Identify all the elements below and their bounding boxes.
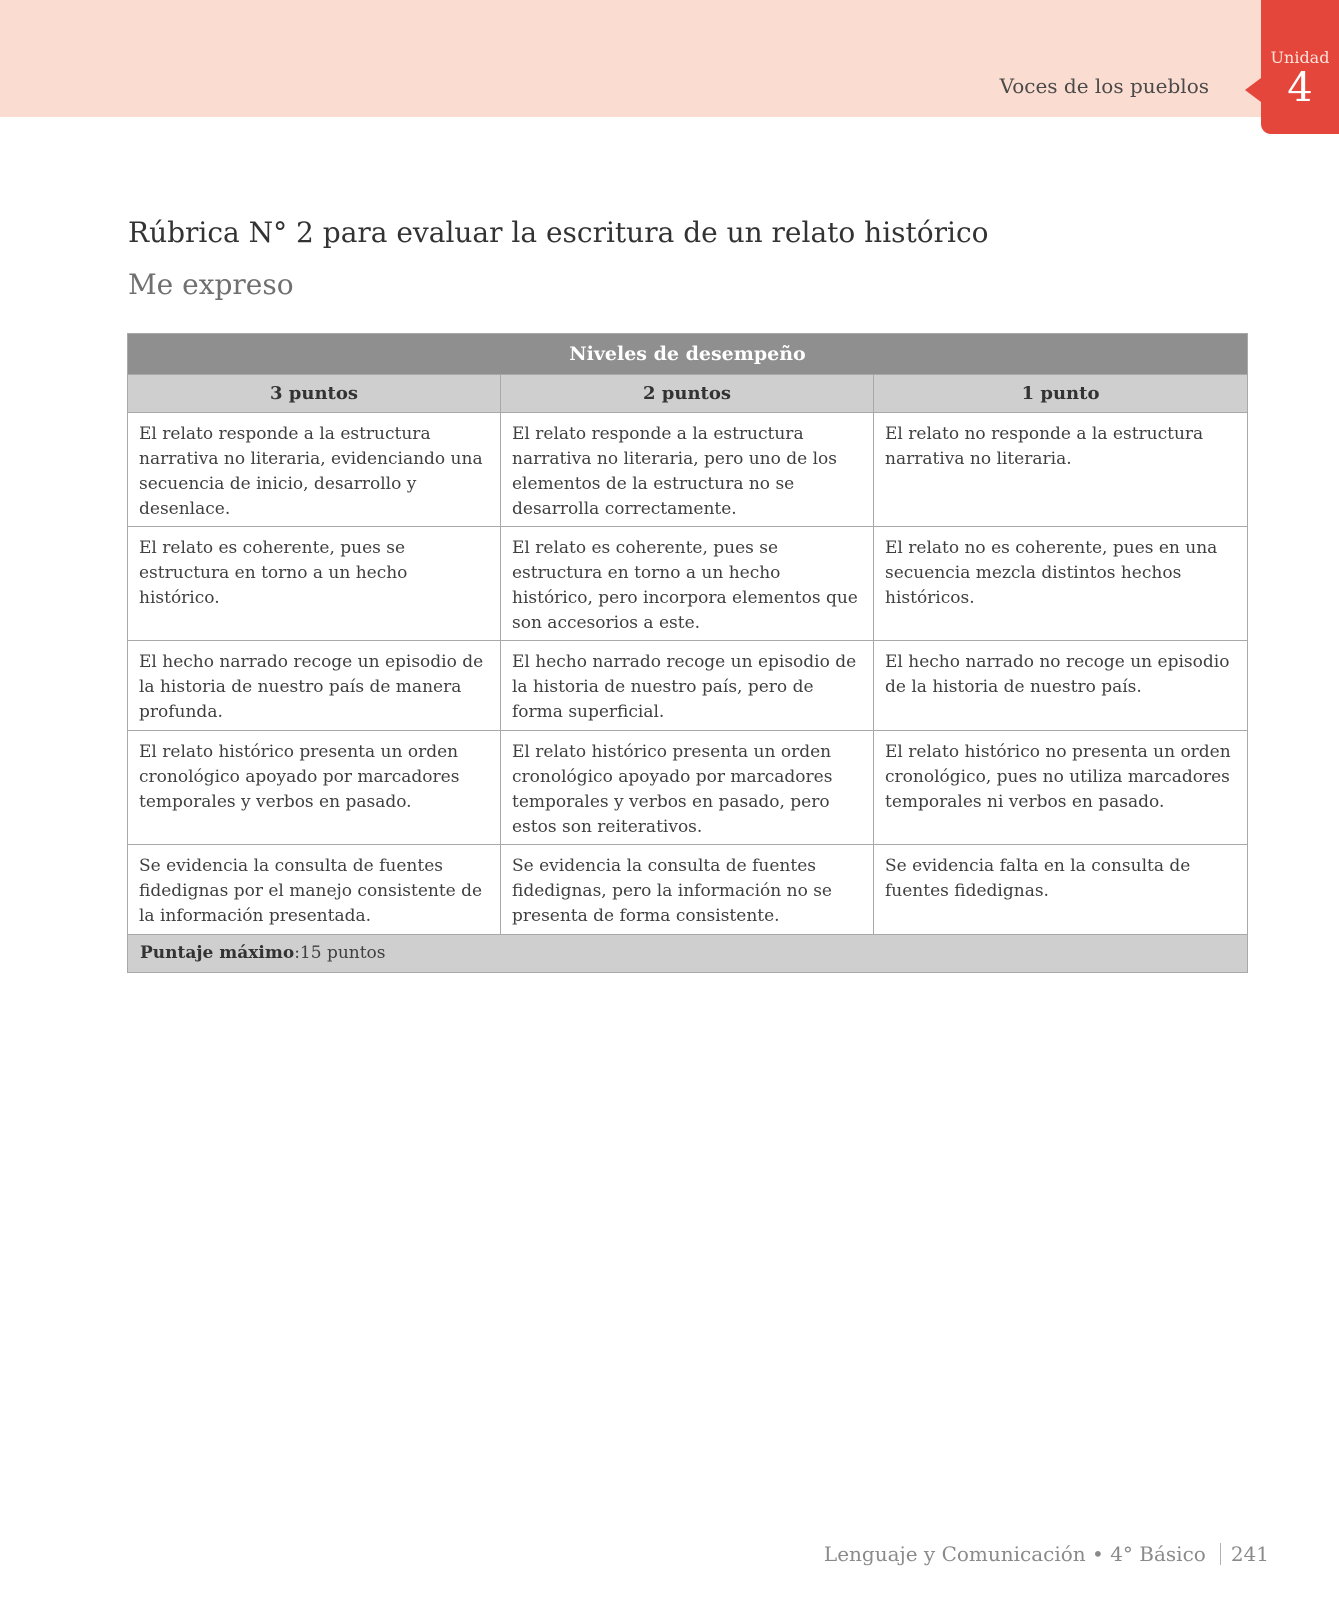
book-title: Lenguaje y Comunicación • 4° Básico <box>823 1542 1206 1566</box>
table-row <box>128 413 1248 527</box>
criterion-cell: El relato histórico presenta un orden cronológico apoyado por marcadores temporales y verbos en pasado. <box>128 731 501 845</box>
section-name: Voces de los pueblos <box>999 74 1209 98</box>
criterion-cell: El relato responde a la estructura narrativa no literaria, evidenciando una secuencia de inicio, desarrollo y desenlace. <box>128 413 501 527</box>
rubric-table <box>127 333 1248 973</box>
criterion-cell: El relato no responde a la estructura narrativa no literaria. <box>874 413 1248 527</box>
level-header-1: 1 punto <box>874 375 1248 413</box>
table-row <box>128 527 1248 641</box>
criterion-cell: El relato es coherente, pues se estructura en torno a un hecho histórico, pero incorpora elementos que son accesorios a este. <box>501 527 874 641</box>
criterion-cell: Se evidencia la consulta de fuentes fidedignas por el manejo consistente de la información presentada. <box>128 845 501 935</box>
criterion-cell: El relato es coherente, pues se estructura en torno a un hecho histórico. <box>128 527 501 641</box>
criterion-cell: El relato histórico no presenta un orden cronológico, pues no utiliza marcadores temporales ni verbos en pasado. <box>874 731 1248 845</box>
criterion-cell: El relato histórico presenta un orden cronológico apoyado por marcadores temporales y verbos en pasado, pero estos son reiterativos. <box>501 731 874 845</box>
unit-tab-pointer <box>1245 78 1261 102</box>
page-subtitle: Me expreso <box>128 268 294 301</box>
criterion-cell: El hecho narrado recoge un episodio de la historia de nuestro país, pero de forma superficial. <box>501 641 874 731</box>
criterion-cell: El hecho narrado recoge un episodio de la historia de nuestro país de manera profunda. <box>128 641 501 731</box>
table-row <box>128 845 1248 935</box>
page-number: 241 <box>1230 1542 1269 1566</box>
level-header-3: 3 puntos <box>128 375 501 413</box>
criterion-cell: El relato no es coherente, pues en una secuencia mezcla distintos hechos históricos. <box>874 527 1248 641</box>
max-score-cell <box>128 935 1248 973</box>
criterion-cell: El hecho narrado no recoge un episodio de la historia de nuestro país. <box>874 641 1248 731</box>
max-score-value: :15 puntos <box>294 943 386 963</box>
unit-number: 4 <box>1287 65 1313 111</box>
criterion-cell: Se evidencia la consulta de fuentes fidedignas, pero la información no se presenta de forma consistente. <box>501 845 874 935</box>
table-row <box>128 641 1248 731</box>
performance-levels-header: Niveles de desempeño <box>128 334 1248 375</box>
page-footer <box>824 1542 1269 1566</box>
table-row <box>128 731 1248 845</box>
table-footer-row <box>128 935 1248 973</box>
criterion-cell: Se evidencia falta en la consulta de fuentes fidedignas. <box>874 845 1248 935</box>
level-header-2: 2 puntos <box>501 375 874 413</box>
footer-divider <box>1220 1543 1221 1565</box>
header-band <box>0 0 1339 117</box>
unit-tab <box>1261 0 1339 134</box>
criterion-cell: El relato responde a la estructura narrativa no literaria, pero uno de los elementos de la estructura no se desarrolla correctamente. <box>501 413 874 527</box>
page-title: Rúbrica N° 2 para evaluar la escritura de un relato histórico <box>128 216 989 249</box>
max-score-label: Puntaje máximo <box>140 943 295 963</box>
unit-label: Unidad <box>1270 48 1330 67</box>
